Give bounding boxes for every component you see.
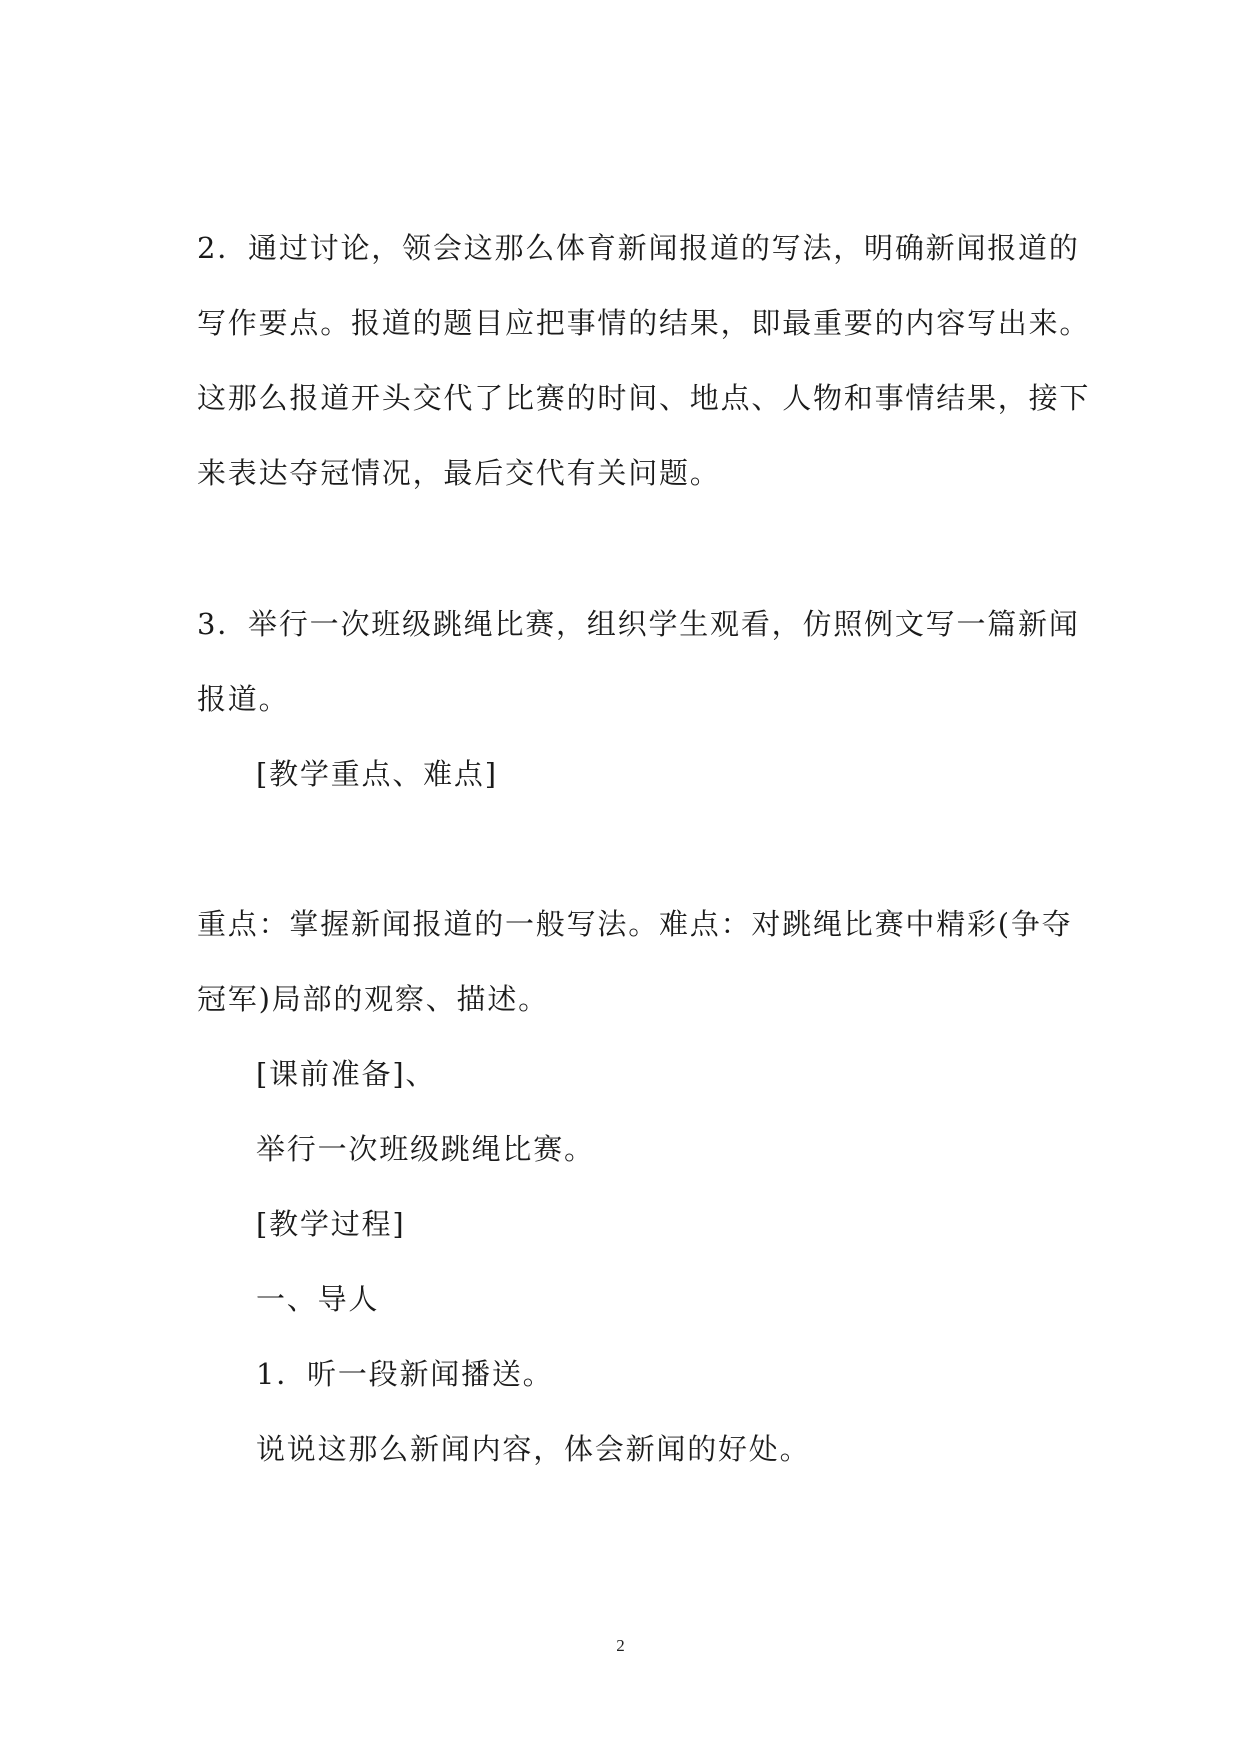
paragraph-2-line-3: 这那么报道开头交代了比赛的时间、地点、人物和事情结果，接下 xyxy=(197,381,1091,415)
section-one-title: 一、导人 xyxy=(256,1282,380,1316)
step-1-detail: 说说这那么新闻内容，体会新闻的好处。 xyxy=(256,1432,811,1466)
key-points-line-1: 重点：掌握新闻报道的一般写法。难点：对跳绳比赛中精彩(争夺 xyxy=(197,907,1073,941)
key-points-line-2: 冠军)局部的观察、描述。 xyxy=(197,982,549,1016)
paragraph-2-line-2: 写作要点。报道的题目应把事情的结果，即最重要的内容写出来。 xyxy=(197,306,1091,340)
step-1: 1．听一段新闻播送。 xyxy=(256,1357,554,1391)
paragraph-3-line-1: 3．举行一次班级跳绳比赛，组织学生观看，仿照例文写一篇新闻 xyxy=(197,607,1080,641)
paragraph-3-line-2: 报道。 xyxy=(197,682,290,716)
paragraph-2-line-1: 2．通过讨论，领会这那么体育新闻报道的写法，明确新闻报道的 xyxy=(197,231,1080,265)
heading-preparation: [课前准备]、 xyxy=(256,1057,437,1091)
paragraph-2-line-4: 来表达夺冠情况，最后交代有关问题。 xyxy=(197,456,721,490)
preparation-text: 举行一次班级跳绳比赛。 xyxy=(256,1132,595,1166)
heading-key-points: [教学重点、难点] xyxy=(256,757,498,791)
page-number: 2 xyxy=(616,1636,625,1655)
heading-process: [教学过程] xyxy=(256,1207,406,1241)
